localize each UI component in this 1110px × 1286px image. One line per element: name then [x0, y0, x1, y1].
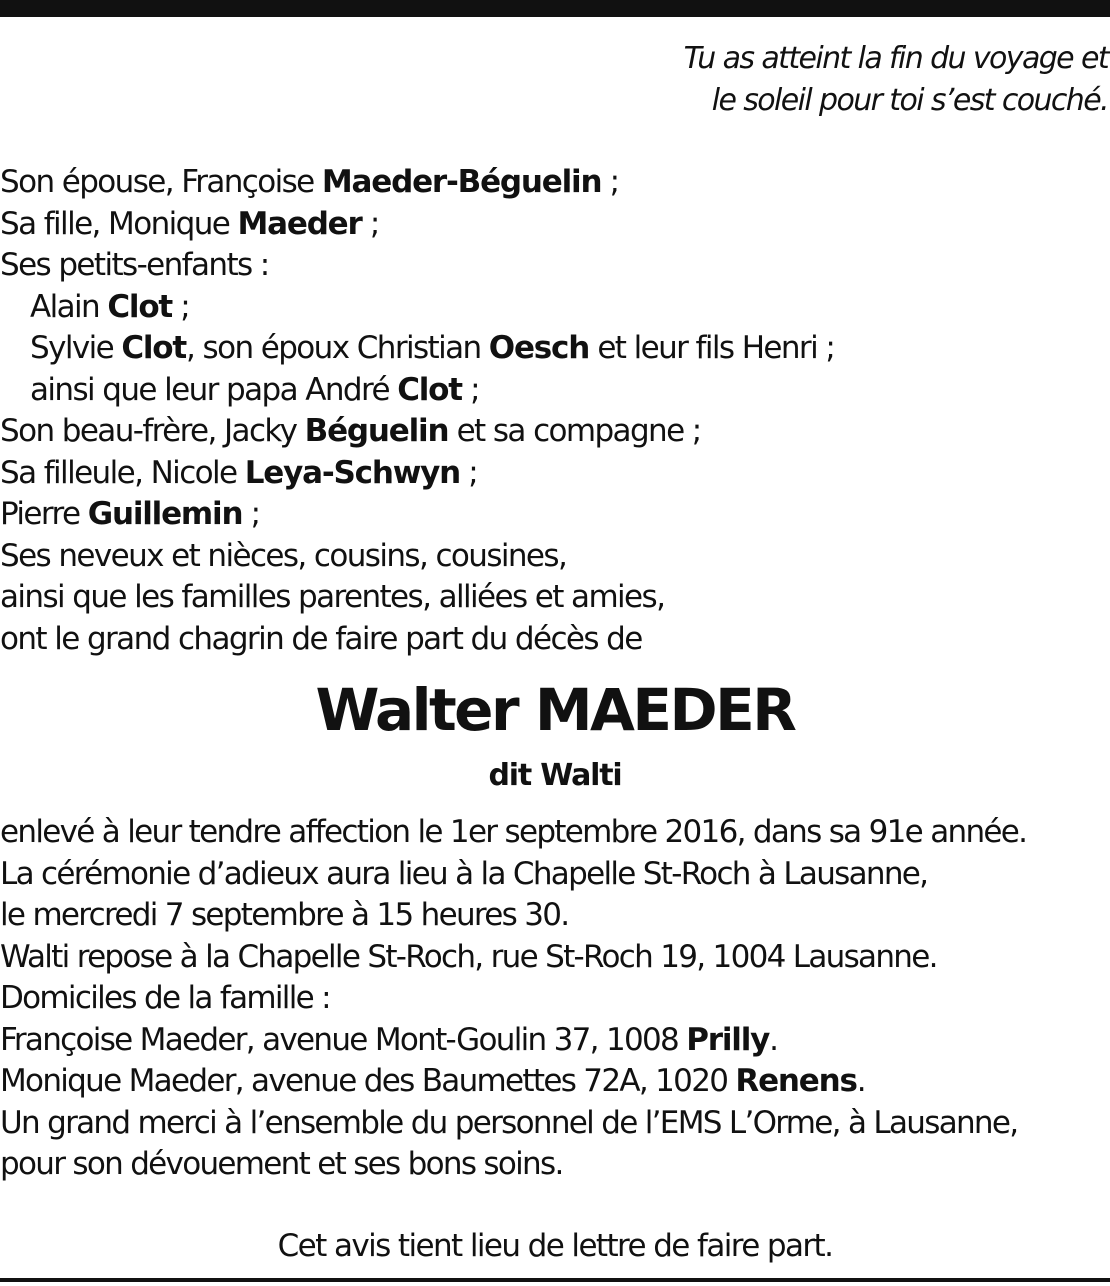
- bottom-rule: [0, 1278, 1110, 1282]
- details-line: enlevé à leur tendre affection le 1er septembre 2016, dans sa 91e année.: [0, 814, 1027, 850]
- family-line: ainsi que leur papa André Clot ;: [30, 371, 479, 408]
- family-line: Pierre Guillemin ;: [0, 496, 260, 532]
- closing-note: Cet avis tient lieu de lettre de faire part.: [277, 1228, 833, 1264]
- epigraph-line: Tu as atteint la fin du voyage et: [683, 41, 1108, 76]
- epigraph: [408, 38, 1108, 122]
- family-line: ainsi que les familles parentes, alliées et amies,: [0, 579, 665, 615]
- family-list: [0, 162, 1110, 660]
- details-line: Monique Maeder, avenue des Baumettes 72A, 1020 Renens.: [0, 1063, 865, 1099]
- details-line: Un grand merci à l’ensemble du personnel de l’EMS L’Orme, à Lausanne,: [0, 1104, 1018, 1141]
- family-line: ont le grand chagrin de faire part du décès de: [0, 620, 642, 657]
- family-line: Sa filleule, Nicole Leya-Schwyn ;: [0, 454, 478, 491]
- epigraph-line: le soleil pour toi s’est couché.: [711, 83, 1108, 118]
- family-line: Son épouse, Françoise Maeder-Béguelin ;: [0, 164, 619, 200]
- details-line: Walti repose à la Chapelle St-Roch, rue St-Roch 19, 1004 Lausanne.: [0, 938, 937, 975]
- family-line: Sylvie Clot, son époux Christian Oesch et leur fils Henri ;: [30, 330, 835, 366]
- details-line: le mercredi 7 septembre à 15 heures 30.: [0, 897, 569, 933]
- family-line: Alain Clot ;: [30, 288, 190, 325]
- details-list: [0, 812, 1110, 1186]
- top-rule: [0, 0, 1110, 17]
- family-line: Ses neveux et nièces, cousins, cousines,: [0, 537, 567, 574]
- deceased-name: Walter MAEDER: [315, 676, 795, 744]
- details-line: pour son dévouement et ses bons soins.: [0, 1146, 563, 1182]
- details-line: Domiciles de la famille :: [0, 980, 330, 1016]
- details-line: Françoise Maeder, avenue Mont-Goulin 37, 1008 Prilly.: [0, 1021, 778, 1058]
- deceased-nickname: dit Walti: [488, 758, 622, 793]
- details-line: La cérémonie d’adieux aura lieu à la Chapelle St-Roch à Lausanne,: [0, 855, 928, 892]
- family-line: Sa fille, Monique Maeder ;: [0, 205, 379, 242]
- family-line: Ses petits-enfants :: [0, 247, 269, 283]
- family-line: Son beau-frère, Jacky Béguelin et sa compagne ;: [0, 413, 701, 449]
